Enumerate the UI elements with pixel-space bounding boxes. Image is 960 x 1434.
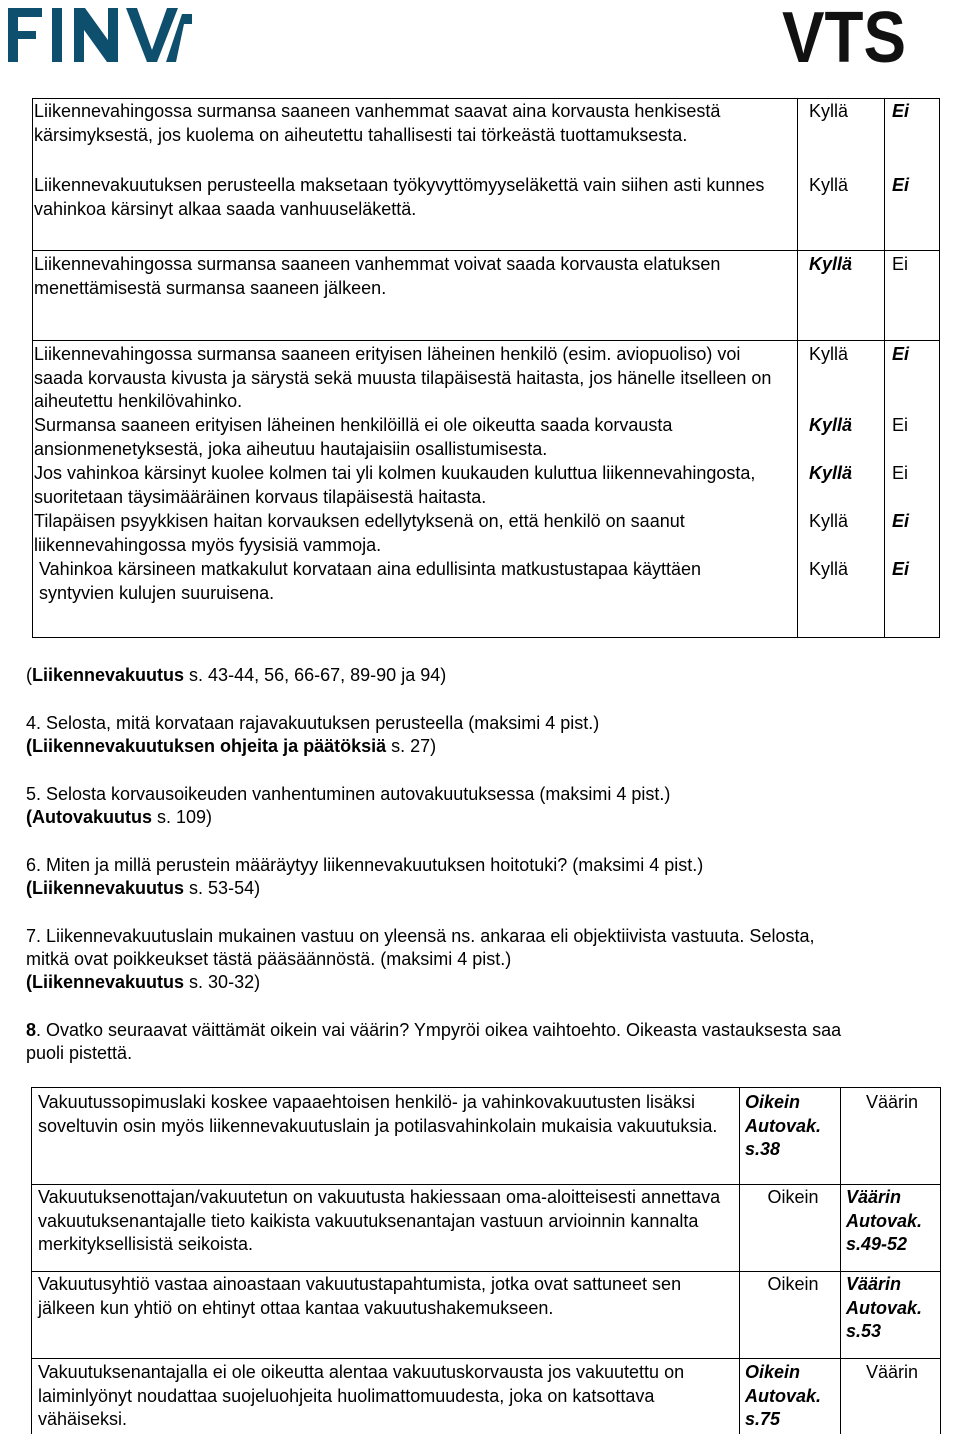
question-4: 4. Selosta, mitä korvataan rajavakuutuksen perusteella (maksimi 4 pist.): [26, 713, 600, 733]
answer-yes[interactable]: Kyllä: [809, 254, 853, 274]
answer-vaarin[interactable]: [846, 1273, 938, 1344]
answer-oikein[interactable]: [745, 1273, 841, 1297]
column-divider: [797, 99, 798, 637]
svg-text:VTS: VTS: [782, 0, 906, 78]
row-divider: [33, 250, 939, 251]
column-divider: [884, 99, 885, 637]
table-row-statement: Vakuutuksenantajalla ei ole oikeutta alentaa vakuutuskorvausta jos vakuutettu on laiminlyönyt noudattaa suojeluohjeita huolimattomuudesta, joka on katsottava vähäiseksi.: [38, 1362, 685, 1429]
answer-vaarin[interactable]: [846, 1091, 938, 1115]
question-7-line-2: mitkä ovat poikkeukset tästä pääsäännöstä. (maksimi 4 pist.): [26, 949, 512, 969]
question-7-line-1: 7. Liikennevakuutuslain mukainen vastuu on yleensä ns. ankaraa eli objektiivista vastuuta. Selosta,: [26, 926, 815, 946]
answer-no[interactable]: Ei: [892, 254, 909, 274]
table-row-statement: Liikennevahingossa surmansa saaneen vanhemmat saavat aina korvausta henkisestä kärsimyksestä, jos kuolema on aiheutettu tahallisesti tai törkeästä tuottamuksesta.: [34, 101, 721, 145]
source-label: Autovak.: [745, 1385, 822, 1406]
answer-no[interactable]: Ei: [892, 101, 910, 121]
yes-no-table: [32, 98, 940, 638]
answer-label: Väärin: [846, 1274, 902, 1294]
answer-yes[interactable]: Kyllä: [809, 415, 853, 435]
row-divider: [32, 1358, 940, 1359]
answer-oikein[interactable]: [745, 1186, 841, 1210]
answer-label: Oikein: [767, 1274, 819, 1294]
column-divider: [739, 1088, 740, 1434]
answer-oikein[interactable]: [745, 1091, 841, 1162]
answer-label: Oikein: [745, 1362, 801, 1382]
page-reference: s.75: [745, 1409, 781, 1429]
question-6: 6. Miten ja millä perustein määräytyy liikennevakuutuksen hoitotuki? (maksimi 4 pist.): [26, 855, 704, 875]
answer-oikein[interactable]: [745, 1361, 841, 1432]
vts-logo: [782, 0, 908, 78]
finva-logo: [6, 2, 192, 71]
answer-no[interactable]: Ei: [892, 175, 910, 195]
answer-label: Väärin: [865, 1362, 919, 1382]
question-7-reference: (Liikennevakuutus s. 30-32): [26, 972, 261, 992]
answer-label: Oikein: [745, 1092, 801, 1112]
answer-label: Oikein: [767, 1187, 819, 1207]
answer-no[interactable]: Ei: [892, 463, 909, 483]
table-row-statement: Vakuutusyhtiö vastaa ainoastaan vakuutustapahtumista, jotka ovat sattuneet sen jälkeen kun yhtiö on ehtinyt ottaa kantaa vakuutushakemukseen.: [38, 1274, 682, 1318]
table-row-statement: Vakuutussopimuslaki koskee vapaaehtoisen henkilö- ja vahinkovakuutusten lisäksi soveltuvin osin myös liikennevakuutuslain ja potilasvahinkolain mukaisia vakuutuksia.: [38, 1092, 718, 1136]
answer-vaarin[interactable]: [846, 1361, 938, 1385]
table-row-statement: Vahinkoa kärsineen matkakulut korvataan aina edullisinta matkustustapaa käyttäen syntyvien kulujen suuruisena.: [39, 559, 702, 603]
answer-yes[interactable]: Kyllä: [809, 175, 849, 195]
table-row-statement: Liikennevahingossa surmansa saaneen erityisen läheinen henkilö (esim. aviopuoliso) voi saada korvausta kivusta ja särystä sekä muusta tilapäisestä haitasta, jos hänelle itselleen on aiheutettu henkilövahinko.: [34, 344, 772, 411]
answer-yes[interactable]: Kyllä: [809, 559, 849, 579]
table-row-statement: Tilapäisen psyykkisen haitan korvauksen edellytyksenä on, että henkilö on saanut liikennevahingossa myös fyysisiä vammoja.: [34, 511, 685, 555]
answer-no[interactable]: Ei: [892, 559, 910, 579]
row-divider: [33, 340, 939, 341]
question-4-reference: (Liikennevakuutuksen ohjeita ja päätöksiä s. 27): [26, 736, 437, 756]
table-row-statement: Vakuutuksenottajan/vakuutetun on vakuutusta hakiessaan oma-aloitteisesti annettava vakuutuksenantajalle tieto kaikista vakuutuksenantajan vastuun arvioinnin kannalta merkityksellisistä seikoista.: [38, 1187, 721, 1254]
answer-vaarin[interactable]: [846, 1186, 938, 1257]
answer-label: Väärin: [846, 1187, 902, 1207]
question-5: 5. Selosta korvausoikeuden vanhentuminen autovakuutuksessa (maksimi 4 pist.): [26, 784, 671, 804]
row-divider: [32, 1184, 940, 1185]
answer-yes[interactable]: Kyllä: [809, 344, 849, 364]
source-label: Autovak.: [745, 1115, 822, 1136]
table-row-statement: Liikennevakuutuksen perusteella maksetaan työkyvyttömyyseläkettä vain siihen asti kunnes vahinkoa kärsinyt alkaa saada vanhuuseläkettä.: [34, 175, 765, 219]
page-reference: s.53: [846, 1321, 882, 1341]
question-5-reference: (Autovakuutus s. 109): [26, 807, 213, 827]
question-6-reference: (Liikennevakuutus s. 53-54): [26, 878, 261, 898]
page-reference: s.49-52: [846, 1234, 908, 1254]
answer-yes[interactable]: Kyllä: [809, 463, 853, 483]
question-8-line-1: 8. Ovatko seuraavat väittämät oikein vai väärin? Ympyröi oikea vaihtoehto. Oikeasta vastauksesta saa: [26, 1020, 842, 1040]
reference-line: (Liikennevakuutus s. 43-44, 56, 66-67, 89-90 ja 94): [26, 665, 447, 685]
true-false-table: [31, 1087, 941, 1434]
answer-yes[interactable]: Kyllä: [809, 511, 849, 531]
source-label: Autovak.: [846, 1297, 923, 1318]
answer-yes[interactable]: Kyllä: [809, 101, 849, 121]
answer-no[interactable]: Ei: [892, 415, 909, 435]
answer-no[interactable]: Ei: [892, 344, 910, 364]
row-divider: [32, 1271, 940, 1272]
table-row-statement: Liikennevahingossa surmansa saaneen vanhemmat voivat saada korvausta elatuksen menettämisestä surmansa saaneen jälkeen.: [34, 254, 721, 298]
answer-label: Väärin: [865, 1092, 919, 1112]
answer-no[interactable]: Ei: [892, 511, 910, 531]
table-row-statement: Jos vahinkoa kärsinyt kuolee kolmen tai yli kolmen kuukauden kuluttua liikennevahingosta, suoritetaan täysimääräinen korvaus tilapäisestä haitasta.: [34, 463, 756, 507]
table-row-statement: Surmansa saaneen erityisen läheinen henkilöillä ei ole oikeutta saada korvausta ansionmenetyksestä, joka aiheutuu hautajaisiin osallistumisesta.: [34, 415, 673, 459]
question-8-line-2: puoli pistettä.: [26, 1043, 133, 1063]
page-reference: s.38: [745, 1139, 781, 1159]
source-label: Autovak.: [846, 1210, 923, 1231]
